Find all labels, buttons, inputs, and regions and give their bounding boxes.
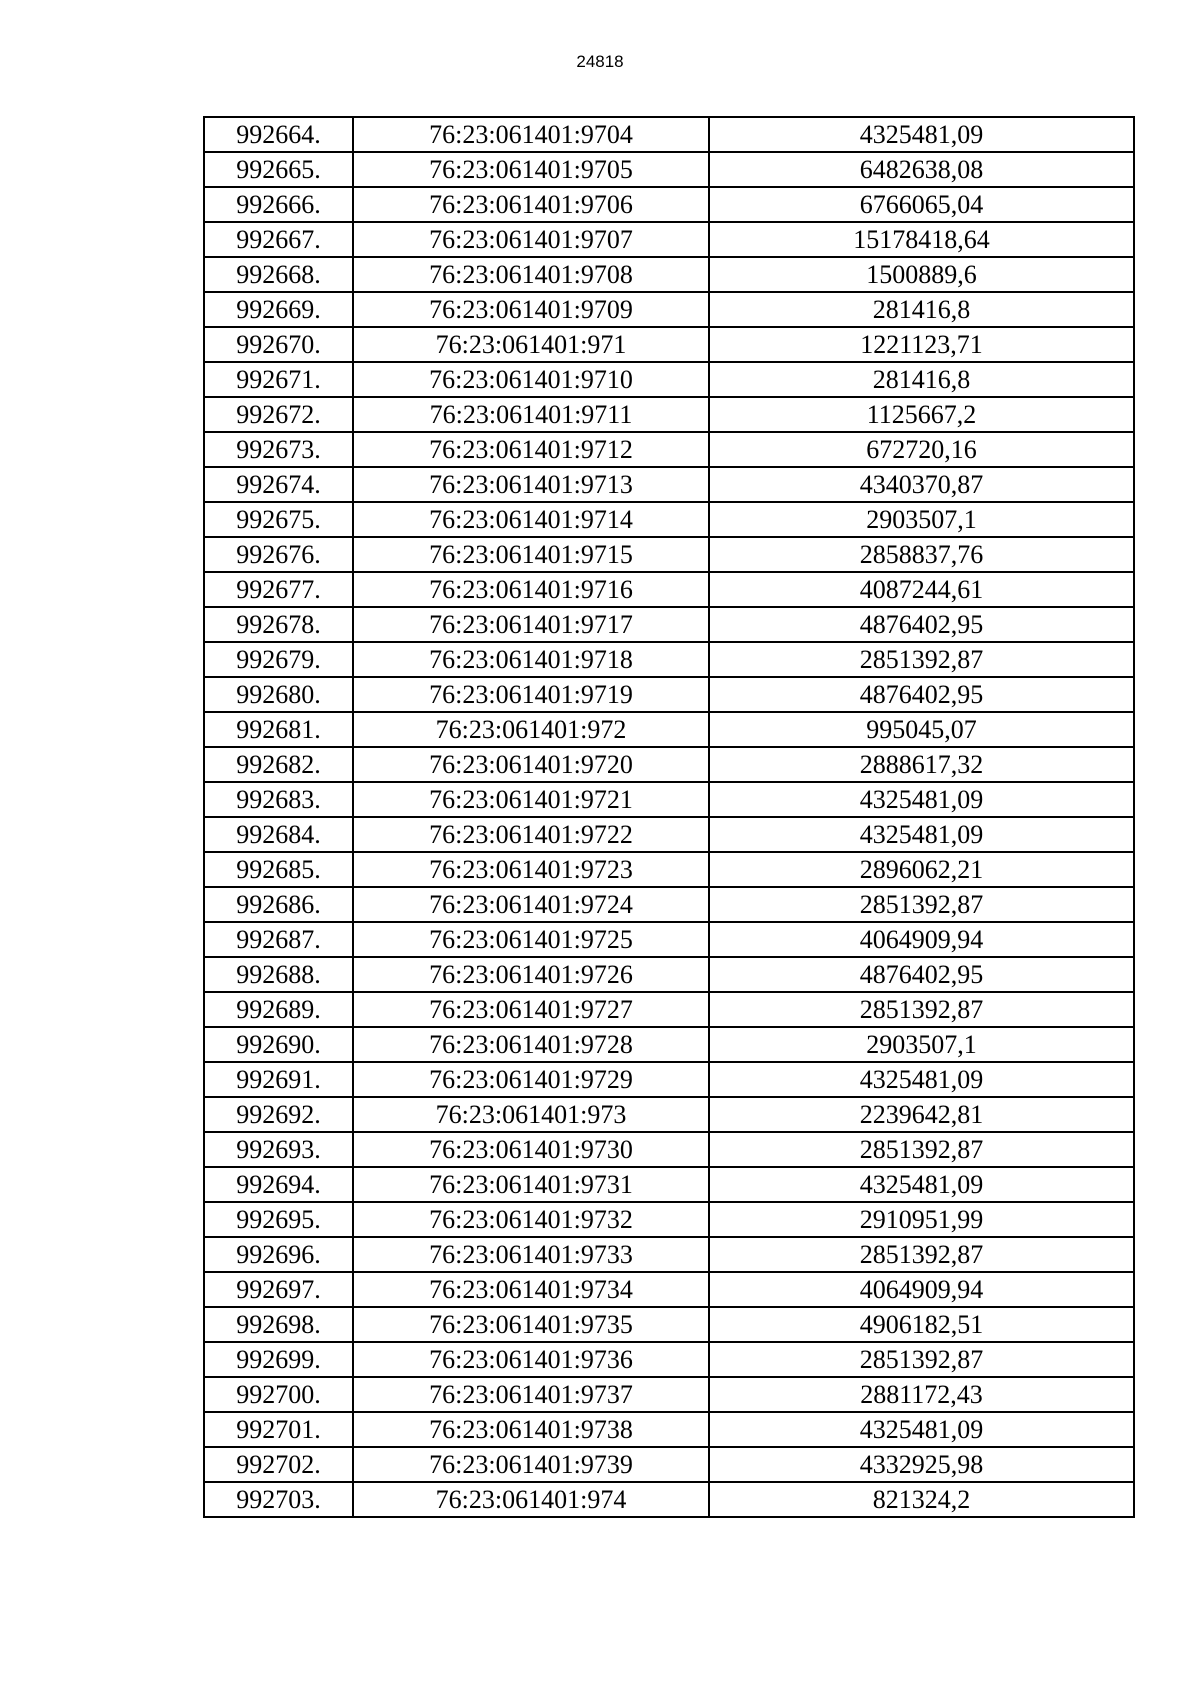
page-number: 24818: [576, 52, 624, 71]
table-row: [204, 642, 1134, 677]
cadastral-value-cell: 4325481,09: [709, 1167, 1134, 1202]
cadastral-value-cell: 2903507,1: [709, 502, 1134, 537]
cadastral-number-cell: 76:23:061401:9715: [353, 537, 709, 572]
cadastral-number-cell: 76:23:061401:9707: [353, 222, 709, 257]
cadastral-number-cell: 76:23:061401:9719: [353, 677, 709, 712]
row-number-cell: 992678.: [204, 607, 353, 642]
table-row: [204, 677, 1134, 712]
row-number-cell: 992688.: [204, 957, 353, 992]
row-number-cell: 992665.: [204, 152, 353, 187]
cadastral-number-cell: 76:23:061401:9706: [353, 187, 709, 222]
cadastral-number-cell: 76:23:061401:9724: [353, 887, 709, 922]
table-row: [204, 327, 1134, 362]
cadastral-number-cell: 76:23:061401:9738: [353, 1412, 709, 1447]
cadastral-value-cell: 4325481,09: [709, 782, 1134, 817]
table-row: [204, 257, 1134, 292]
cadastral-value-cell: 281416,8: [709, 292, 1134, 327]
table-row: [204, 572, 1134, 607]
cadastral-value-cell: 4906182,51: [709, 1307, 1134, 1342]
row-number-cell: 992671.: [204, 362, 353, 397]
row-number-cell: 992697.: [204, 1272, 353, 1307]
table-row: [204, 1307, 1134, 1342]
cadastral-value-cell: 2851392,87: [709, 1342, 1134, 1377]
cadastral-number-cell: 76:23:061401:9709: [353, 292, 709, 327]
table-row: [204, 292, 1134, 327]
cadastral-value-table: [203, 116, 1135, 1518]
row-number-cell: 992691.: [204, 1062, 353, 1097]
table-row: [204, 222, 1134, 257]
table-row: [204, 1272, 1134, 1307]
cadastral-number-cell: 76:23:061401:9717: [353, 607, 709, 642]
row-number-cell: 992693.: [204, 1132, 353, 1167]
cadastral-value-cell: 2851392,87: [709, 1132, 1134, 1167]
row-number-cell: 992695.: [204, 1202, 353, 1237]
cadastral-value-cell: 2881172,43: [709, 1377, 1134, 1412]
table-row: [204, 117, 1134, 152]
row-number-cell: 992672.: [204, 397, 353, 432]
table-row: [204, 537, 1134, 572]
cadastral-number-cell: 76:23:061401:9727: [353, 992, 709, 1027]
table-row: [204, 1377, 1134, 1412]
row-number-cell: 992703.: [204, 1482, 353, 1517]
table-row: [204, 1097, 1134, 1132]
cadastral-number-cell: 76:23:061401:9736: [353, 1342, 709, 1377]
row-number-cell: 992686.: [204, 887, 353, 922]
cadastral-number-cell: 76:23:061401:9723: [353, 852, 709, 887]
cadastral-number-cell: 76:23:061401:9705: [353, 152, 709, 187]
cadastral-value-cell: 4325481,09: [709, 117, 1134, 152]
cadastral-value-cell: 6482638,08: [709, 152, 1134, 187]
table-body: [204, 117, 1134, 1517]
cadastral-value-cell: 1221123,71: [709, 327, 1134, 362]
cadastral-number-cell: 76:23:061401:9716: [353, 572, 709, 607]
table-row: [204, 817, 1134, 852]
table-row: [204, 782, 1134, 817]
row-number-cell: 992689.: [204, 992, 353, 1027]
cadastral-number-cell: 76:23:061401:9728: [353, 1027, 709, 1062]
table-row: [204, 1062, 1134, 1097]
table-row: [204, 957, 1134, 992]
cadastral-value-cell: 1500889,6: [709, 257, 1134, 292]
row-number-cell: 992676.: [204, 537, 353, 572]
cadastral-value-cell: 2239642,81: [709, 1097, 1134, 1132]
table-row: [204, 362, 1134, 397]
cadastral-value-cell: 2903507,1: [709, 1027, 1134, 1062]
row-number-cell: 992680.: [204, 677, 353, 712]
cadastral-value-cell: 4325481,09: [709, 1062, 1134, 1097]
table-row: [204, 467, 1134, 502]
cadastral-number-cell: 76:23:061401:9732: [353, 1202, 709, 1237]
cadastral-number-cell: 76:23:061401:9730: [353, 1132, 709, 1167]
cadastral-value-cell: 1125667,2: [709, 397, 1134, 432]
cadastral-value-cell: 2910951,99: [709, 1202, 1134, 1237]
row-number-cell: 992699.: [204, 1342, 353, 1377]
cadastral-value-cell: 4087244,61: [709, 572, 1134, 607]
row-number-cell: 992701.: [204, 1412, 353, 1447]
table-row: [204, 712, 1134, 747]
row-number-cell: 992700.: [204, 1377, 353, 1412]
cadastral-number-cell: 76:23:061401:9739: [353, 1447, 709, 1482]
row-number-cell: 992684.: [204, 817, 353, 852]
cadastral-value-cell: 4332925,98: [709, 1447, 1134, 1482]
cadastral-number-cell: 76:23:061401:9729: [353, 1062, 709, 1097]
row-number-cell: 992679.: [204, 642, 353, 677]
cadastral-number-cell: 76:23:061401:9726: [353, 957, 709, 992]
table-row: [204, 852, 1134, 887]
row-number-cell: 992687.: [204, 922, 353, 957]
row-number-cell: 992696.: [204, 1237, 353, 1272]
cadastral-number-cell: 76:23:061401:9722: [353, 817, 709, 852]
cadastral-value-cell: 4340370,87: [709, 467, 1134, 502]
table-row: [204, 747, 1134, 782]
row-number-cell: 992669.: [204, 292, 353, 327]
table-row: [204, 1202, 1134, 1237]
cadastral-number-cell: 76:23:061401:9731: [353, 1167, 709, 1202]
cadastral-number-cell: 76:23:061401:971: [353, 327, 709, 362]
cadastral-number-cell: 76:23:061401:9704: [353, 117, 709, 152]
table-row: [204, 992, 1134, 1027]
table-row: [204, 1447, 1134, 1482]
cadastral-value-cell: 4325481,09: [709, 817, 1134, 852]
cadastral-value-cell: 4876402,95: [709, 607, 1134, 642]
cadastral-value-cell: 2851392,87: [709, 642, 1134, 677]
cadastral-number-cell: 76:23:061401:9713: [353, 467, 709, 502]
cadastral-number-cell: 76:23:061401:9733: [353, 1237, 709, 1272]
row-number-cell: 992677.: [204, 572, 353, 607]
cadastral-value-cell: 995045,07: [709, 712, 1134, 747]
cadastral-number-cell: 76:23:061401:9714: [353, 502, 709, 537]
row-number-cell: 992667.: [204, 222, 353, 257]
row-number-cell: 992690.: [204, 1027, 353, 1062]
cadastral-number-cell: 76:23:061401:9710: [353, 362, 709, 397]
table-row: [204, 1237, 1134, 1272]
table-row: [204, 187, 1134, 222]
cadastral-number-cell: 76:23:061401:9721: [353, 782, 709, 817]
row-number-cell: 992670.: [204, 327, 353, 362]
table-row: [204, 1412, 1134, 1447]
row-number-cell: 992683.: [204, 782, 353, 817]
row-number-cell: 992694.: [204, 1167, 353, 1202]
table-row: [204, 1482, 1134, 1517]
cadastral-number-cell: 76:23:061401:973: [353, 1097, 709, 1132]
row-number-cell: 992668.: [204, 257, 353, 292]
table-row: [204, 887, 1134, 922]
cadastral-number-cell: 76:23:061401:9737: [353, 1377, 709, 1412]
row-number-cell: 992702.: [204, 1447, 353, 1482]
cadastral-value-cell: 821324,2: [709, 1482, 1134, 1517]
row-number-cell: 992698.: [204, 1307, 353, 1342]
cadastral-value-cell: 2896062,21: [709, 852, 1134, 887]
cadastral-value-cell: 4876402,95: [709, 957, 1134, 992]
table-row: [204, 1342, 1134, 1377]
cadastral-value-cell: 2851392,87: [709, 887, 1134, 922]
row-number-cell: 992692.: [204, 1097, 353, 1132]
table-row: [204, 1167, 1134, 1202]
cadastral-number-cell: 76:23:061401:9720: [353, 747, 709, 782]
table-row: [204, 432, 1134, 467]
row-number-cell: 992675.: [204, 502, 353, 537]
row-number-cell: 992685.: [204, 852, 353, 887]
cadastral-value-cell: 281416,8: [709, 362, 1134, 397]
cadastral-value-cell: 2851392,87: [709, 1237, 1134, 1272]
cadastral-number-cell: 76:23:061401:9718: [353, 642, 709, 677]
cadastral-number-cell: 76:23:061401:9708: [353, 257, 709, 292]
row-number-cell: 992681.: [204, 712, 353, 747]
cadastral-value-cell: 6766065,04: [709, 187, 1134, 222]
table-row: [204, 607, 1134, 642]
cadastral-number-cell: 76:23:061401:9712: [353, 432, 709, 467]
row-number-cell: 992673.: [204, 432, 353, 467]
table-row: [204, 1132, 1134, 1167]
row-number-cell: 992664.: [204, 117, 353, 152]
cadastral-value-cell: 2888617,32: [709, 747, 1134, 782]
cadastral-value-cell: 15178418,64: [709, 222, 1134, 257]
cadastral-value-cell: 4876402,95: [709, 677, 1134, 712]
cadastral-value-cell: 2858837,76: [709, 537, 1134, 572]
cadastral-number-cell: 76:23:061401:972: [353, 712, 709, 747]
cadastral-value-cell: 672720,16: [709, 432, 1134, 467]
cadastral-value-cell: 2851392,87: [709, 992, 1134, 1027]
row-number-cell: 992682.: [204, 747, 353, 782]
table-row: [204, 922, 1134, 957]
cadastral-number-cell: 76:23:061401:9734: [353, 1272, 709, 1307]
cadastral-number-cell: 76:23:061401:974: [353, 1482, 709, 1517]
cadastral-value-cell: 4064909,94: [709, 1272, 1134, 1307]
table-row: [204, 502, 1134, 537]
cadastral-number-cell: 76:23:061401:9735: [353, 1307, 709, 1342]
cadastral-number-cell: 76:23:061401:9725: [353, 922, 709, 957]
cadastral-value-cell: 4064909,94: [709, 922, 1134, 957]
row-number-cell: 992674.: [204, 467, 353, 502]
table-row: [204, 397, 1134, 432]
table-row: [204, 1027, 1134, 1062]
row-number-cell: 992666.: [204, 187, 353, 222]
cadastral-number-cell: 76:23:061401:9711: [353, 397, 709, 432]
table-row: [204, 152, 1134, 187]
cadastral-value-cell: 4325481,09: [709, 1412, 1134, 1447]
